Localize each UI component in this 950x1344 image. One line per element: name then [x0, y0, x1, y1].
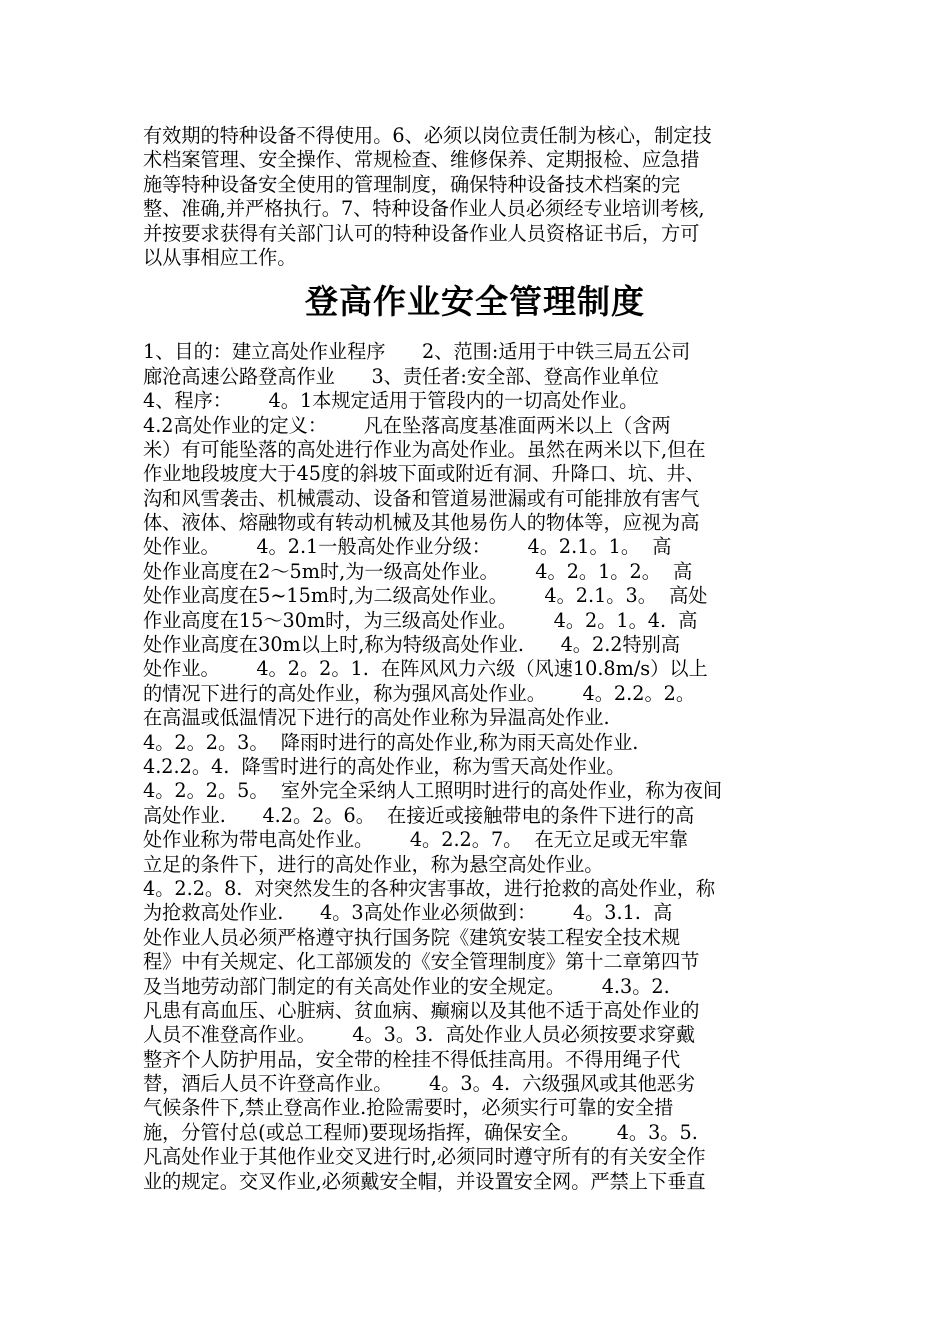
body-line: 人员不准登高作业。 4。3。3. 高处作业人员必须按要求穿戴 [143, 1023, 696, 1047]
body-line: 处作业高度在5~15m时,为二级高处作业。 4。2.1。3。 高处 [143, 584, 708, 608]
body-line: 施，分管付总(或总工程师)要现场指挥，确保安全。 4。3。5. [143, 1120, 698, 1144]
body-line: 替，酒后人员不许登高作业。 4。3。4. 六级强风或其他恶劣 [143, 1072, 696, 1096]
body-line: 作业地段坡度大于45度的斜坡下面或附近有洞、升降口、坑、井、 [143, 462, 705, 486]
body-line: 的情况下进行的高处作业，称为强风高处作业。 4。2.2。2。 [143, 681, 696, 705]
intro-line: 术档案管理、安全操作、常规检查、维修保养、定期报检、应急措 [143, 148, 700, 172]
intro-paragraph [143, 124, 807, 270]
intro-line: 并按要求获得有关部门认可的特种设备作业人员资格证书后，方可 [143, 221, 700, 245]
body-line: 4、程序： 4。1本规定适用于管段内的一切高处作业。 [143, 389, 639, 413]
body-line: 4。2。2。3。 降雨时进行的高处作业,称为雨天高处作业. [143, 730, 639, 754]
body-line: 程》中有关规定、化工部颁发的《安全管理制度》第十二章第四节 [143, 950, 700, 974]
document-page [143, 124, 807, 1194]
body-line: 处作业。 4。2。2。1. 在阵风风力六级（风速10.8m/s）以上 [143, 657, 708, 681]
body-line: 沟和风雪袭击、机械震动、设备和管道易泄漏或有可能排放有害气 [143, 486, 700, 510]
body-line: 及当地劳动部门制定的有关高处作业的安全规定。 4.3。2. [143, 974, 670, 998]
document-title: 登高作业安全管理制度 [305, 282, 645, 322]
body-line: 为抢救高处作业. 4。3高处作业必须做到： 4。3.1. 高 [143, 901, 673, 925]
body-line: 在高温或低温情况下进行的高处作业称为异温高处作业. [143, 706, 610, 730]
body-line: 处作业高度在30m以上时,称为特级高处作业. 4。2.2特别高 [143, 633, 681, 657]
body-line: 业的规定。交叉作业,必须戴安全帽，并设置安全网。严禁上下垂直 [143, 1169, 706, 1193]
body-line: 4。2。2。5。 室外完全采纳人工照明时进行的高处作业，称为夜间 [143, 779, 723, 803]
body-line: 立足的条件下，进行的高处作业，称为悬空高处作业。 [143, 852, 604, 876]
body-line: 处作业称为带电高处作业。 4。2.2。7。 在无立足或无牢靠 [143, 828, 689, 852]
body-line: 4.2高处作业的定义： 凡在坠落高度基准面两米以上（含两 [143, 413, 671, 437]
body-line: 凡患有高血压、心脏病、贫血病、癫痫以及其他不适于高处作业的 [143, 998, 700, 1022]
body-paragraph [143, 340, 807, 1194]
body-line: 作业高度在15～30m时，为三级高处作业。 4。2。1。4. 高 [143, 608, 698, 632]
body-line: 处作业人员必须严格遵守执行国务院《建筑安装工程安全技术规 [143, 925, 681, 949]
body-line: 米）有可能坠落的高处进行作业为高处作业。虽然在两米以下,但在 [143, 437, 706, 461]
intro-line: 施等特种设备安全使用的管理制度，确保特种设备技术档案的完 [143, 172, 681, 196]
intro-line: 以从事相应工作。 [143, 245, 297, 269]
body-line: 气候条件下,禁止登高作业.抢险需要时，必须实行可靠的安全措 [143, 1096, 674, 1120]
body-line: 1、目的：建立高处作业程序 2、范围:适用于中铁三局五公司 [143, 340, 691, 364]
body-line: 体、液体、熔融物或有转动机械及其他易伤人的物体等，应视为高 [143, 511, 700, 535]
body-line: 4.2.2。4. 降雪时进行的高处作业，称为雪天高处作业。 [143, 754, 626, 778]
body-line: 处作业高度在2～5m时,为一级高处作业。 4。2。1。2。 高 [143, 559, 693, 583]
body-line: 凡高处作业于其他作业交叉进行时,必须同时遵守所有的有关安全作 [143, 1145, 706, 1169]
body-line: 处作业。 4。2.1一般高处作业分级： 4。2.1。1。 高 [143, 535, 672, 559]
body-line: 廊沧高速公路登高作业 3、责任者:安全部、登高作业单位 [143, 364, 659, 388]
intro-line: 有效期的特种设备不得使用。6、必须以岗位责任制为核心，制定技 [143, 124, 712, 147]
body-line: 4。2.2。8. 对突然发生的各种灾害事故，进行抢救的高处作业，称 [143, 876, 716, 900]
intro-line: 整、准确,并严格执行。7、特种设备作业人员必须经专业培训考核, [143, 197, 705, 221]
body-line: 整齐个人防护用品，安全带的栓挂不得低挂高用。不得用绳子代 [143, 1047, 681, 1071]
body-line: 高处作业. 4.2。2。6。 在接近或接触带电的条件下进行的高 [143, 803, 695, 827]
